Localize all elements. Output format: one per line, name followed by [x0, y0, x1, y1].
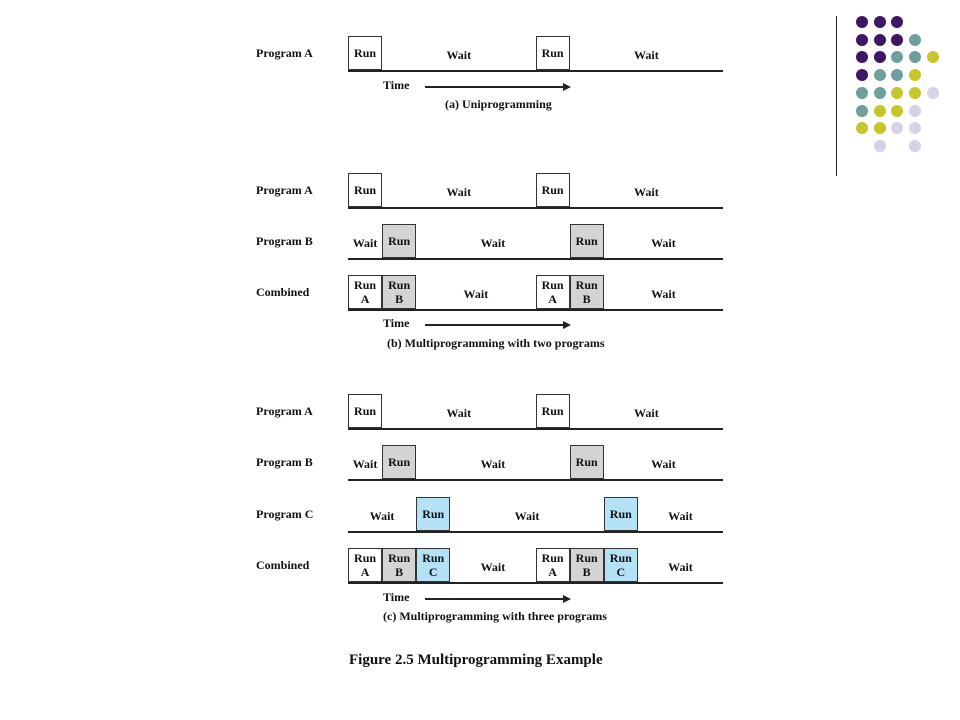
decor-dot	[909, 105, 921, 117]
time-label: Time	[383, 590, 410, 604]
decor-dot	[927, 87, 939, 99]
time-arrow-line	[425, 324, 565, 326]
run-block-label: Run	[388, 234, 411, 248]
decor-dot	[874, 69, 886, 81]
decor-dot	[909, 87, 921, 99]
wait-label: Wait	[480, 236, 506, 250]
run-block-label: Run	[388, 455, 411, 469]
decor-dot	[856, 122, 868, 134]
decor-dot	[874, 34, 886, 46]
timeline-axis	[348, 70, 723, 72]
section-caption: (b) Multiprogramming with two programs	[387, 336, 605, 350]
run-block	[536, 173, 570, 207]
row-label: Program B	[256, 455, 313, 469]
run-block-label: C	[428, 565, 438, 579]
run-block	[348, 394, 382, 428]
row-label: Program A	[256, 404, 313, 418]
run-block-label: Run	[575, 234, 598, 248]
figure-caption: Figure 2.5 Multiprogramming Example	[349, 652, 603, 668]
run-block	[416, 497, 450, 531]
timeline-axis	[348, 428, 723, 430]
decor-dot	[891, 51, 903, 63]
decor-dot	[909, 140, 921, 152]
row-label: Combined	[256, 558, 310, 572]
time-arrow-head	[563, 321, 571, 329]
time-arrow-line	[425, 86, 565, 88]
run-block-label: Run	[354, 278, 377, 292]
decor-dot	[856, 51, 868, 63]
decor-dot	[891, 69, 903, 81]
decor-dot	[909, 69, 921, 81]
wait-label: Wait	[668, 509, 693, 523]
run-block-label: Run	[388, 278, 411, 292]
decor-dot	[891, 105, 903, 117]
row-label: Combined	[256, 285, 310, 299]
wait-label: Wait	[352, 236, 378, 250]
decor-dot	[874, 16, 886, 28]
run-block-label: Run	[422, 551, 445, 565]
run-block-label: B	[582, 565, 591, 579]
run-block-label: Run	[541, 551, 564, 565]
run-block-label: Run	[541, 46, 564, 60]
run-block-label: A	[548, 292, 557, 306]
run-block	[570, 548, 604, 582]
decor-dot	[909, 122, 921, 134]
run-block-label: A	[360, 292, 370, 306]
decor-dot	[874, 87, 886, 99]
timeline-axis	[348, 479, 723, 481]
run-block	[570, 224, 604, 258]
decor-dot	[856, 16, 868, 28]
decor-dot	[891, 34, 903, 46]
wait-label: Wait	[634, 185, 659, 199]
run-block	[348, 275, 382, 309]
run-block	[536, 36, 570, 70]
decor-dot	[874, 122, 886, 134]
run-block-label: Run	[354, 46, 377, 60]
run-block	[570, 445, 604, 479]
timeline-axis	[348, 309, 723, 311]
section-caption: (a) Uniprogramming	[445, 97, 552, 111]
run-block	[382, 224, 416, 258]
row-label: Program C	[256, 507, 314, 521]
run-block	[348, 36, 382, 70]
run-block	[604, 497, 638, 531]
run-block	[382, 548, 416, 582]
run-block	[382, 275, 416, 309]
decor-dot	[891, 87, 903, 99]
decor-dot	[856, 87, 868, 99]
divider-line	[836, 16, 837, 176]
run-block-label: Run	[422, 507, 445, 521]
row-label: Program B	[256, 234, 313, 248]
time-label: Time	[383, 316, 410, 330]
decor-dot	[856, 69, 868, 81]
wait-label: Wait	[369, 509, 395, 523]
decor-dot	[891, 16, 903, 28]
run-block-label: Run	[575, 278, 598, 292]
wait-label: Wait	[514, 509, 540, 523]
wait-label: Wait	[446, 48, 472, 62]
time-label: Time	[383, 78, 410, 92]
time-arrow-line	[425, 598, 565, 600]
wait-label: Wait	[634, 406, 659, 420]
run-block-label: B	[395, 565, 404, 579]
decor-dot	[874, 51, 886, 63]
decor-dot	[856, 105, 868, 117]
decor-dot	[909, 34, 921, 46]
run-block-label: Run	[541, 183, 564, 197]
time-arrow-head	[563, 83, 571, 91]
run-block-label: A	[548, 565, 557, 579]
run-block	[604, 548, 638, 582]
decor-dot	[927, 51, 939, 63]
row-label: Program A	[256, 46, 313, 60]
run-block-label: Run	[575, 551, 598, 565]
decor-dot	[874, 105, 886, 117]
wait-label: Wait	[651, 287, 676, 301]
run-block-label: C	[616, 565, 626, 579]
run-block-label: Run	[354, 183, 377, 197]
wait-label: Wait	[651, 457, 676, 471]
run-block-label: Run	[609, 551, 632, 565]
run-block	[348, 548, 382, 582]
run-block	[382, 445, 416, 479]
run-block	[416, 548, 450, 582]
run-block-label: Run	[388, 551, 411, 565]
wait-label: Wait	[634, 48, 659, 62]
run-block	[570, 275, 604, 309]
row-label: Program A	[256, 183, 313, 197]
wait-label: Wait	[446, 185, 472, 199]
decor-dot	[856, 34, 868, 46]
run-block-label: B	[582, 292, 591, 306]
run-block	[536, 275, 570, 309]
run-block-label: Run	[354, 404, 377, 418]
run-block-label: Run	[354, 551, 377, 565]
run-block-label: B	[395, 292, 404, 306]
wait-label: Wait	[352, 457, 378, 471]
time-arrow-head	[563, 595, 571, 603]
decor-dot	[891, 122, 903, 134]
decor-dot	[874, 140, 886, 152]
decor-dot	[909, 51, 921, 63]
wait-label: Wait	[480, 457, 506, 471]
run-block-label: Run	[541, 278, 564, 292]
timeline-axis	[348, 531, 723, 533]
run-block	[536, 548, 570, 582]
run-block-label: Run	[575, 455, 598, 469]
wait-label: Wait	[446, 406, 472, 420]
run-block-label: Run	[609, 507, 632, 521]
wait-label: Wait	[651, 236, 676, 250]
wait-label: Wait	[668, 560, 693, 574]
timeline-axis	[348, 258, 723, 260]
timeline-axis	[348, 582, 723, 584]
timeline-axis	[348, 207, 723, 209]
wait-label: Wait	[480, 560, 506, 574]
wait-label: Wait	[463, 287, 489, 301]
run-block-label: A	[360, 565, 370, 579]
run-block-label: Run	[541, 404, 564, 418]
run-block	[536, 394, 570, 428]
run-block	[348, 173, 382, 207]
section-caption: (c) Multiprogramming with three programs	[383, 609, 607, 623]
